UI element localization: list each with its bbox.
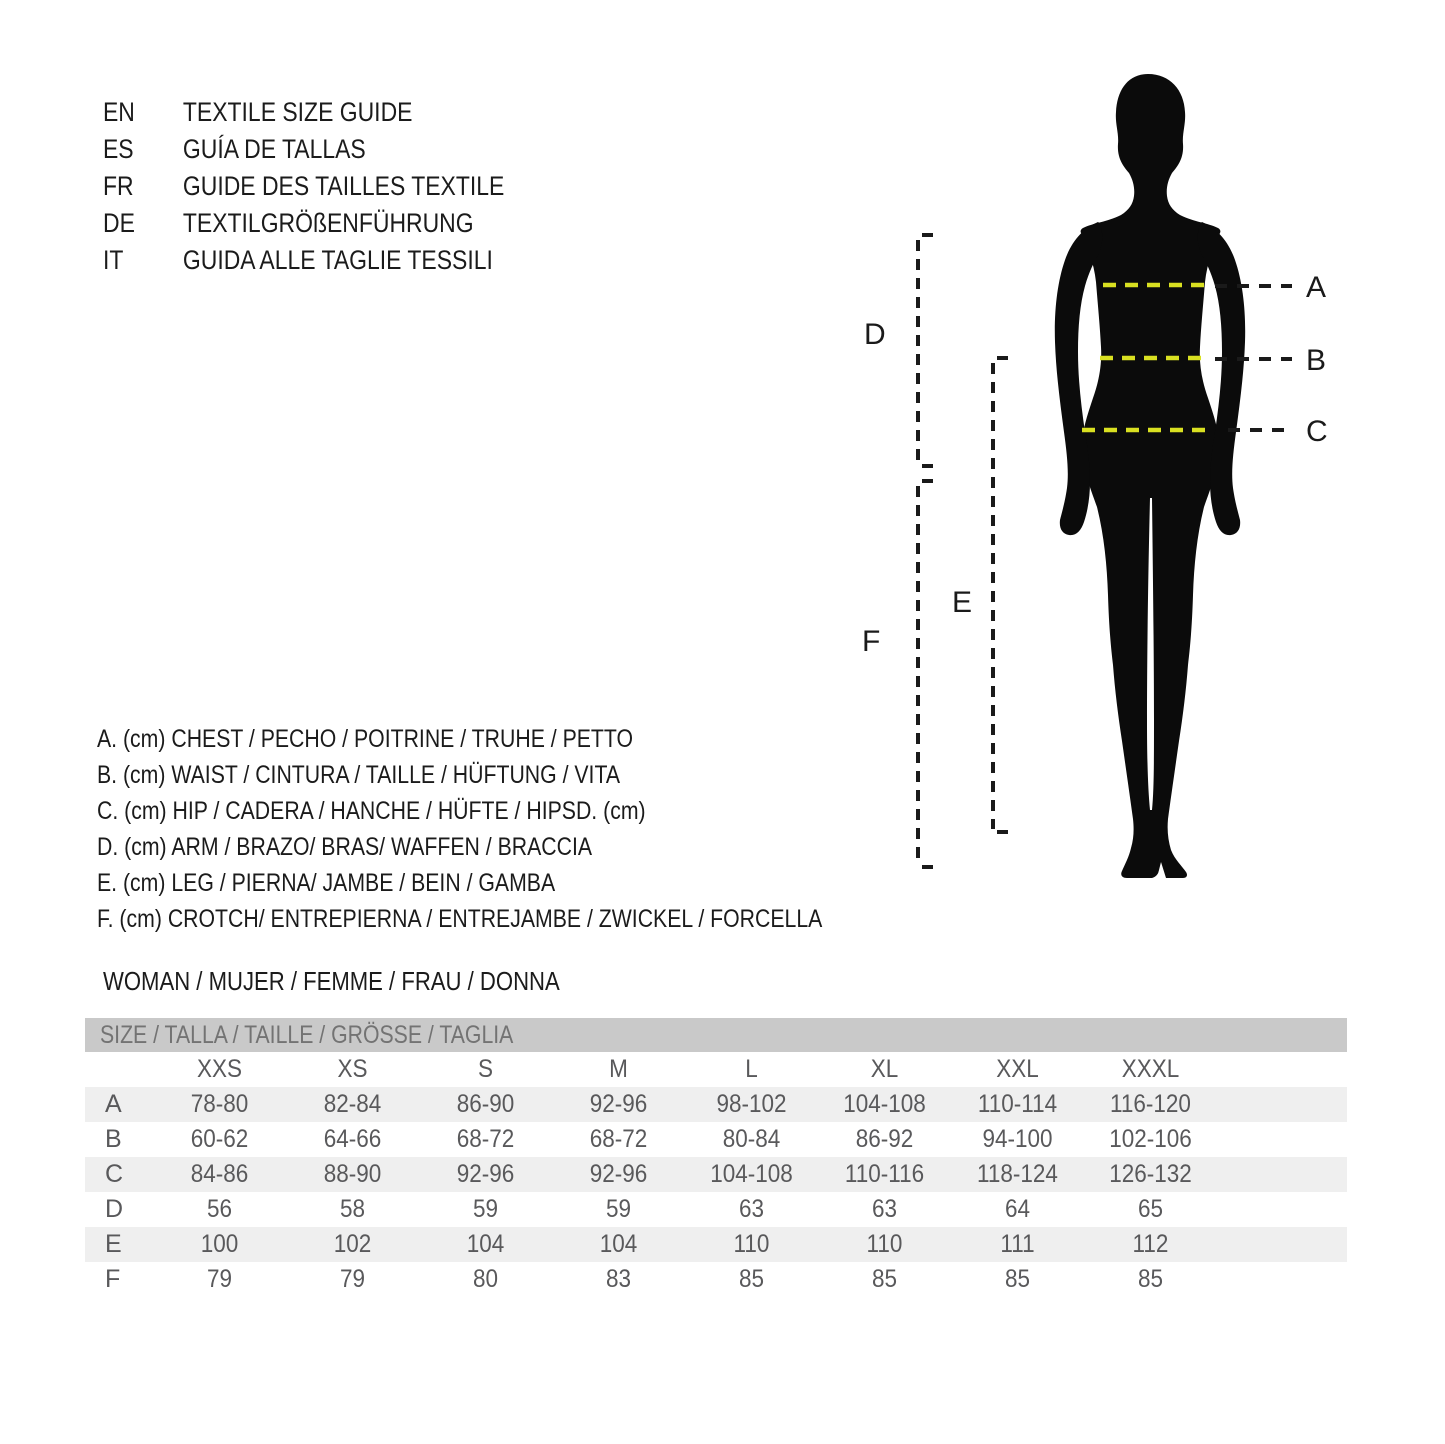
size-value-cell: 60-62 — [190, 1125, 249, 1153]
row-label: D — [105, 1195, 124, 1223]
size-value-cell: 86-90 — [456, 1090, 515, 1118]
label-leg-e: E — [952, 586, 973, 619]
size-value-cell: 64 — [1004, 1195, 1031, 1223]
size-column-header: XL — [870, 1055, 899, 1083]
language-row — [103, 94, 504, 131]
measurement-row-f — [85, 1262, 1347, 1297]
size-value-cell: 80-84 — [722, 1125, 781, 1153]
size-value-cell: 98-102 — [716, 1090, 787, 1118]
size-value-cell: 83 — [605, 1265, 632, 1293]
guide-title: GUIDA ALLE TAGLIE TESSILI — [182, 245, 493, 275]
size-column-header: L — [745, 1055, 758, 1083]
size-value-cell: 111 — [1000, 1230, 1035, 1258]
size-column-header: M — [609, 1055, 628, 1083]
language-code: DE — [103, 208, 135, 238]
size-value-cell: 110-114 — [977, 1090, 1058, 1118]
size-value-cell: 63 — [871, 1195, 898, 1223]
woman-silhouette-figure — [850, 60, 1345, 890]
size-value-cell: 100 — [200, 1230, 239, 1258]
size-value-cell: 104-108 — [843, 1090, 926, 1118]
size-value-cell: 110 — [866, 1230, 903, 1258]
body-measurement-diagram — [850, 60, 1345, 890]
size-value-cell: 104 — [466, 1230, 505, 1258]
section-heading: WOMAN / MUJER / FEMME / FRAU / DONNA — [103, 966, 560, 996]
size-value-cell: 78-80 — [190, 1090, 249, 1118]
guide-title: TEXTILE SIZE GUIDE — [182, 97, 413, 127]
size-value-cell: 94-100 — [982, 1125, 1053, 1153]
measurement-legend — [97, 721, 822, 937]
measurement-row-a — [85, 1087, 1347, 1122]
size-value-cell: 68-72 — [456, 1125, 515, 1153]
row-label: E — [105, 1230, 122, 1258]
language-row — [103, 205, 504, 242]
measurement-row-b — [85, 1122, 1347, 1157]
row-label: C — [105, 1160, 124, 1188]
language-code: EN — [103, 97, 135, 127]
size-columns-row — [85, 1052, 1347, 1087]
size-value-cell: 80 — [472, 1265, 499, 1293]
measurement-row-d — [85, 1192, 1347, 1227]
size-value-cell: 58 — [339, 1195, 366, 1223]
size-value-cell: 88-90 — [323, 1160, 382, 1188]
row-label: A — [105, 1090, 122, 1118]
size-value-cell: 92-96 — [589, 1090, 648, 1118]
size-value-cell: 59 — [605, 1195, 632, 1223]
measurement-legend-line: C. (cm) HIP / CADERA / HANCHE / HÜFTE / HIPSD. (cm) — [97, 797, 646, 825]
size-value-cell: 85 — [871, 1265, 898, 1293]
size-value-cell: 63 — [738, 1195, 765, 1223]
language-code: ES — [103, 134, 134, 164]
row-label: F — [105, 1265, 121, 1293]
guide-title: GUÍA DE TALLAS — [182, 134, 366, 164]
size-value-cell: 126-132 — [1109, 1160, 1192, 1188]
size-table — [85, 1018, 1347, 1297]
measurement-legend-line: E. (cm) LEG / PIERNA/ JAMBE / BEIN / GAMBA — [97, 869, 556, 897]
size-value-cell: 85 — [1137, 1265, 1164, 1293]
size-value-cell: 79 — [339, 1265, 366, 1293]
language-code: FR — [103, 171, 134, 201]
size-value-cell: 104-108 — [710, 1160, 793, 1188]
size-value-cell: 92-96 — [589, 1160, 648, 1188]
size-value-cell: 112 — [1132, 1230, 1169, 1258]
size-column-header: XXL — [996, 1055, 1039, 1083]
language-row — [103, 168, 504, 205]
label-crotch-f: F — [862, 625, 881, 658]
size-value-cell: 92-96 — [456, 1160, 515, 1188]
size-table-header-label: SIZE / TALLA / TAILLE / GRÖSSE / TAGLIA — [100, 1020, 514, 1049]
size-column-header: S — [477, 1055, 494, 1083]
size-value-cell: 118-124 — [977, 1160, 1058, 1188]
label-arm-d: D — [864, 318, 886, 351]
guide-title: TEXTILGRÖßENFÜHRUNG — [182, 208, 474, 238]
size-column-header: XXS — [196, 1055, 243, 1083]
size-value-cell: 86-92 — [855, 1125, 914, 1153]
measurement-row-c — [85, 1157, 1347, 1192]
size-value-cell: 56 — [206, 1195, 233, 1223]
measurement-legend-line: B. (cm) WAIST / CINTURA / TAILLE / HÜFTUNG / VITA — [97, 761, 621, 789]
size-value-cell: 104 — [599, 1230, 638, 1258]
measurement-legend-line: D. (cm) ARM / BRAZO/ BRAS/ WAFFEN / BRACCIA — [97, 833, 593, 861]
label-hip-c: C — [1306, 415, 1328, 448]
label-waist-b: B — [1306, 344, 1327, 377]
size-value-cell: 84-86 — [190, 1160, 249, 1188]
measurement-legend-line: F. (cm) CROTCH/ ENTREPIERNA / ENTREJAMBE / ZWICKEL / FORCELLA — [97, 905, 823, 933]
size-value-cell: 59 — [472, 1195, 499, 1223]
size-value-cell: 85 — [1004, 1265, 1031, 1293]
guide-title: GUIDE DES TAILLES TEXTILE — [182, 171, 505, 201]
size-value-cell: 79 — [206, 1265, 233, 1293]
size-value-cell: 64-66 — [323, 1125, 382, 1153]
row-label: B — [105, 1125, 122, 1153]
measurement-legend-line: A. (cm) CHEST / PECHO / POITRINE / TRUHE / PETTO — [97, 725, 634, 753]
size-table-header-bar — [85, 1018, 1347, 1052]
size-value-cell: 102 — [333, 1230, 372, 1258]
label-chest-a: A — [1306, 271, 1327, 304]
size-value-cell: 110-116 — [844, 1160, 925, 1188]
size-value-cell: 82-84 — [323, 1090, 382, 1118]
size-value-cell: 110 — [733, 1230, 770, 1258]
size-column-header: XXXL — [1121, 1055, 1180, 1083]
size-table-body — [85, 1052, 1347, 1297]
measurement-row-e — [85, 1227, 1347, 1262]
size-value-cell: 102-106 — [1109, 1125, 1192, 1153]
size-value-cell: 68-72 — [589, 1125, 648, 1153]
language-row — [103, 131, 504, 168]
size-value-cell: 85 — [738, 1265, 765, 1293]
size-value-cell: 116-120 — [1110, 1090, 1191, 1118]
size-value-cell: 65 — [1137, 1195, 1164, 1223]
language-row — [103, 242, 504, 279]
language-code: IT — [103, 245, 124, 275]
language-title-list — [103, 94, 504, 279]
size-column-header: XS — [337, 1055, 368, 1083]
